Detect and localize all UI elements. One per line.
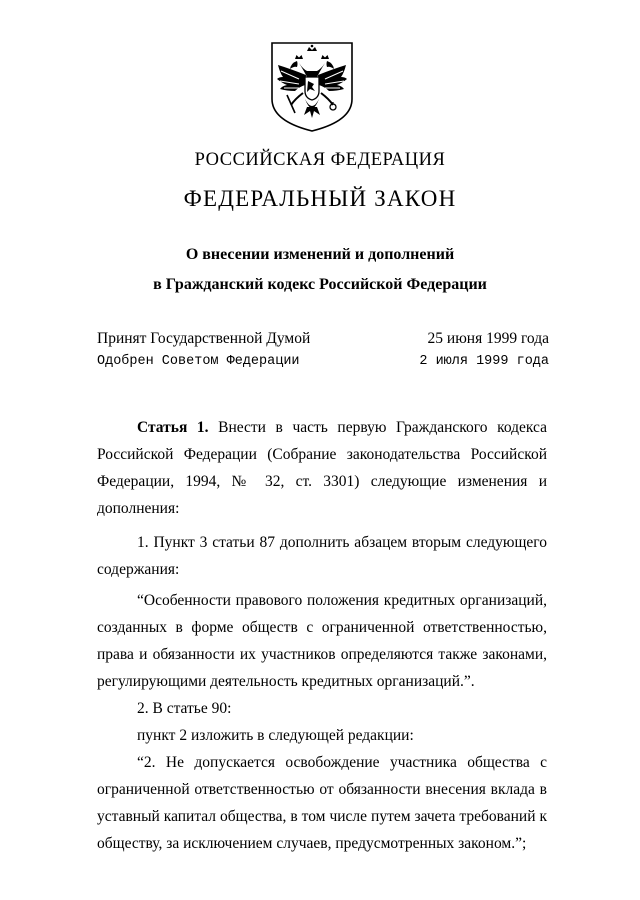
coat-of-arms-emblem	[269, 41, 355, 133]
law-title-line-1: О внесении изменений и дополнений	[185, 246, 455, 263]
adoption-date: 25 июня 1999 года	[427, 330, 549, 347]
approval-date: 2 июля 1999 года	[419, 354, 549, 369]
double-headed-eagle-icon	[269, 41, 355, 133]
quote-2: “2. Не допускается освобождение участника общества с ограниченной ответственностью от обязанности внесения вклада в уставный капитал общества, в том числе путем зачета требований к обществу, за исключением случаев, предусмотренных законом.”;	[97, 754, 547, 852]
item-1: 1. Пункт 3 статьи 87 дополнить абзацем вторым следующего содержания:	[97, 534, 547, 578]
law-title-line-2: в Гражданский кодекс Российской Федерации	[153, 276, 487, 293]
document-type: ФЕДЕРАЛЬНЫЙ ЗАКОН	[183, 186, 457, 211]
quote-1: “Особенности правового положения кредитных организаций, созданных в форме обществ с ограниченной ответственностью, права и обязанности их участников определяются также законами, регулирующими деятельность кредитных организаций.”.	[97, 592, 547, 690]
article-body	[97, 414, 547, 857]
item-2-sub: пункт 2 изложить в следующей редакции:	[137, 727, 414, 744]
article-intro-paragraph	[97, 414, 547, 522]
article-label: Статья 1.	[137, 419, 209, 436]
article-intro: Внести в часть первую Гражданского кодекса Российской Федерации (Собрание законодательства Российской Федерации, 1994, № 32, ст. 3301) следующие изменения и дополнения:	[97, 419, 547, 517]
item-2: 2. В статье 90:	[137, 700, 232, 717]
adoption-label: Принят Государственной Думой	[97, 330, 311, 347]
country-name: РОССИЙСКАЯ ФЕДЕРАЦИЯ	[194, 150, 446, 170]
approval-label: Одобрен Советом Федерации	[97, 354, 300, 369]
